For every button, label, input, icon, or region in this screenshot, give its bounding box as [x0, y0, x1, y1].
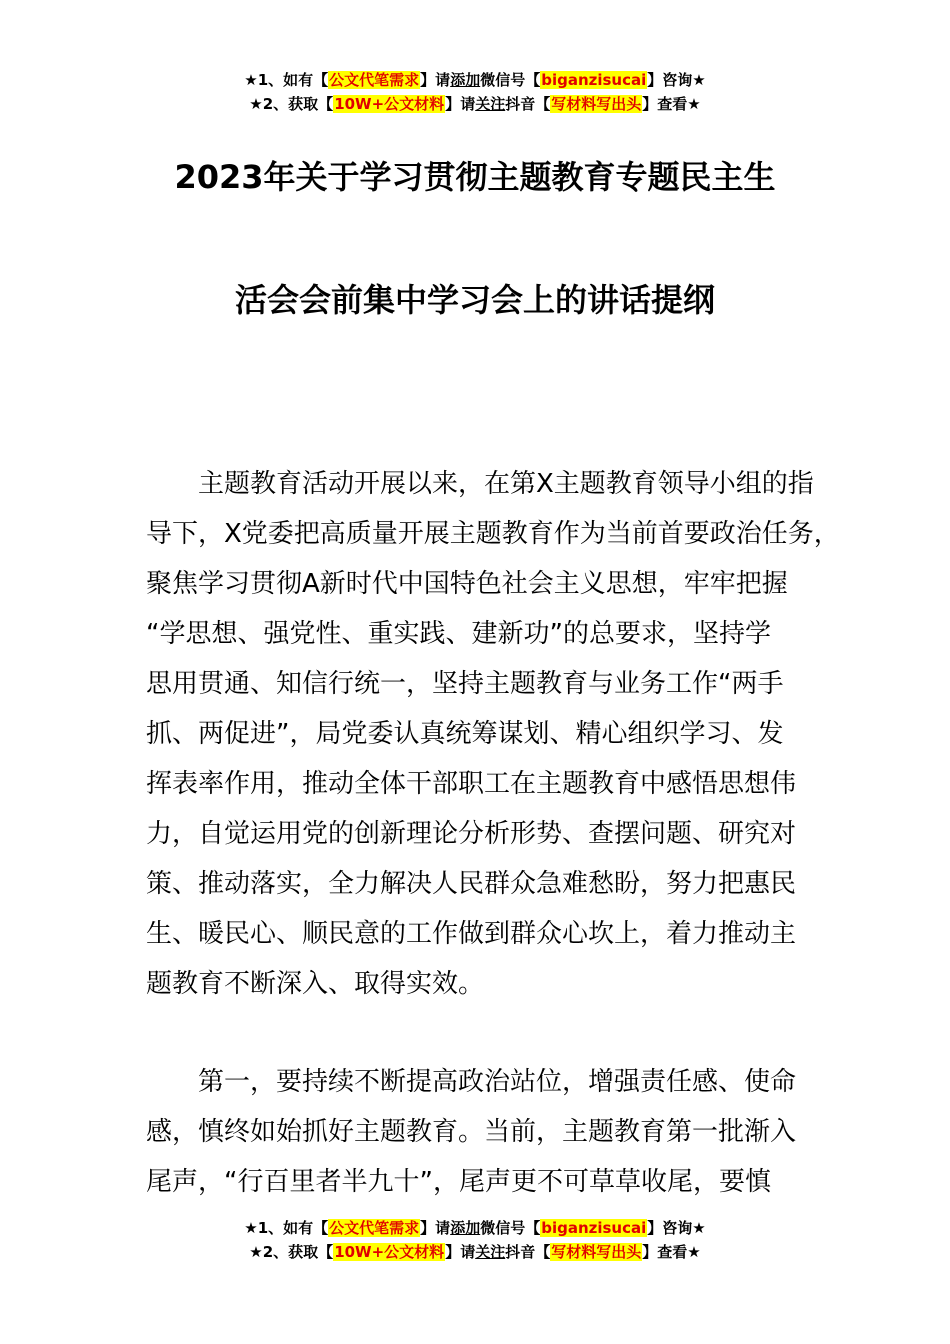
text-line: 思用贯通、知信行统一，坚持主题教育与业务工作“两手 [146, 669, 784, 699]
banner-highlight-wechat: biganzisucai [541, 71, 647, 89]
text-line: 感，慎终如始抓好主题教育。当前，主题教育第一批渐入 [146, 1117, 797, 1147]
banner-highlight-materials: 10W+公文材料 [334, 1243, 445, 1261]
banner-text: 】请 [445, 1243, 476, 1261]
paragraph-intro [146, 459, 840, 1009]
banner-text: 微信号【 [480, 1219, 541, 1237]
text-line: 主题教育活动开展以来，在第X主题教育领导小组的指 [146, 469, 814, 499]
banner-highlight-materials: 10W+公文材料 [334, 95, 445, 113]
banner-text: ★1、如有【 [244, 1219, 329, 1237]
banner-text: 抖音【 [505, 1243, 551, 1261]
banner-text: 】咨询★ [647, 71, 706, 89]
bottom-banner [0, 1216, 950, 1264]
banner-text: ★2、获取【 [249, 1243, 334, 1261]
banner-text: 】查看★ [642, 95, 701, 113]
text-line: 策、推动落实，全力解决人民群众急难愁盼，努力把惠民 [146, 869, 797, 899]
text-line: 聚焦学习贯彻A新时代中国特色社会主义思想，牢牢把握 [146, 569, 788, 599]
banner-underline-follow: 关注 [475, 1243, 506, 1261]
banner-highlight-douyin: 写材料写出头 [551, 1243, 642, 1261]
text-line: 第一，要持续不断提高政治站位，增强责任感、使命 [146, 1067, 797, 1097]
text-line: 挥表率作用，推动全体干部职工在主题教育中感悟思想伟 [146, 769, 797, 799]
banner-line-2 [0, 1240, 950, 1264]
banner-underline-add: 添加 [450, 71, 481, 89]
banner-text: 】请 [420, 1219, 451, 1237]
text-line: 题教育不断深入、取得实效。 [146, 969, 485, 999]
banner-text: 】请 [420, 71, 451, 89]
banner-line-2 [0, 92, 950, 116]
text-line: 尾声，“行百里者半九十”，尾声更不可草草收尾，要慎 [146, 1167, 771, 1197]
document-title-line-1: 2023年关于学习贯彻主题教育专题民主生 [174, 158, 776, 196]
banner-text: ★1、如有【 [244, 71, 329, 89]
banner-text: 】查看★ [642, 1243, 701, 1261]
banner-underline-follow: 关注 [475, 95, 506, 113]
document-title-line-2: 活会会前集中学习会上的讲话提纲 [234, 281, 715, 319]
text-line: 导下，X党委把高质量开展主题教育作为当前首要政治任务， [146, 519, 840, 549]
banner-text: 】咨询★ [647, 1219, 706, 1237]
text-line: 抓、两促进”，局党委认真统筹谋划、精心组织学习、发 [146, 719, 784, 749]
paragraph-first-point [146, 1057, 816, 1207]
banner-text: 抖音【 [505, 95, 551, 113]
banner-highlight-wechat: biganzisucai [541, 1219, 647, 1237]
top-banner [0, 68, 950, 116]
banner-highlight-service: 公文代笔需求 [329, 1219, 420, 1237]
banner-text: ★2、获取【 [249, 95, 334, 113]
banner-line-1 [0, 68, 950, 92]
banner-underline-add: 添加 [450, 1219, 481, 1237]
banner-highlight-service: 公文代笔需求 [329, 71, 420, 89]
banner-text: 】请 [445, 95, 476, 113]
text-line: “学思想、强党性、重实践、建新功”的总要求，坚持学 [146, 619, 771, 649]
text-line: 力，自觉运用党的创新理论分析形势、查摆问题、研究对 [146, 819, 797, 849]
banner-highlight-douyin: 写材料写出头 [551, 95, 642, 113]
banner-text: 微信号【 [480, 71, 541, 89]
text-line: 生、暖民心、顺民意的工作做到群众心坎上，着力推动主 [146, 919, 797, 949]
banner-line-1 [0, 1216, 950, 1240]
